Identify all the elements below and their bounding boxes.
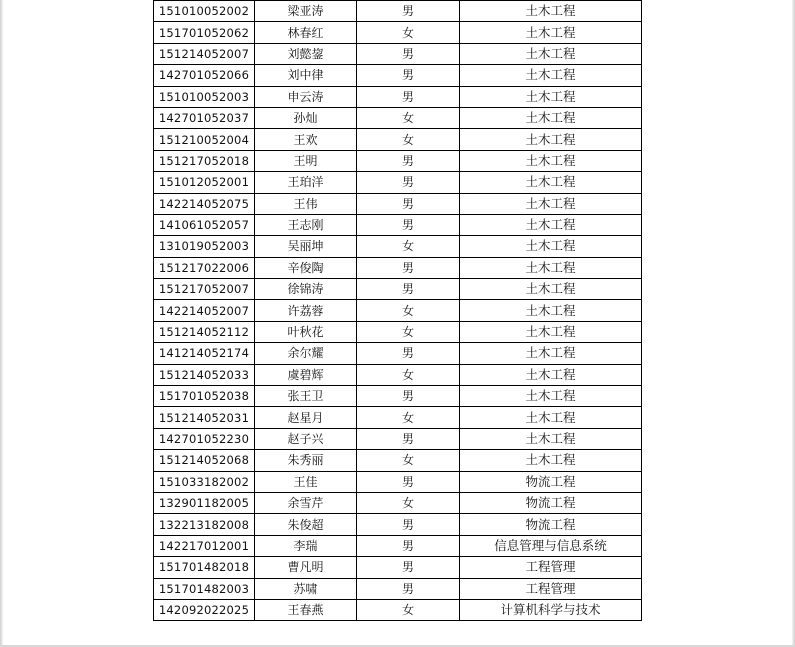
major-cell: 物流工程 [460, 514, 642, 535]
student-id-cell: 132213182008 [154, 514, 255, 535]
table-row [154, 279, 642, 300]
gender-cell: 女 [357, 450, 460, 471]
student-id-cell: 142214052007 [154, 300, 255, 321]
table-row [154, 450, 642, 471]
gender-cell: 男 [357, 214, 460, 235]
major-cell: 土木工程 [460, 407, 642, 428]
student-name-cell: 王春燕 [255, 599, 357, 620]
student-name-cell: 王明 [255, 150, 357, 171]
major-cell: 土木工程 [460, 300, 642, 321]
major-cell: 土木工程 [460, 65, 642, 86]
student-name-cell: 许荔蓉 [255, 300, 357, 321]
student-name-cell: 王欢 [255, 129, 357, 150]
student-name-cell: 苏啸 [255, 578, 357, 599]
student-name-cell: 朱秀丽 [255, 450, 357, 471]
table-row [154, 364, 642, 385]
table-row [154, 129, 642, 150]
table-row [154, 193, 642, 214]
student-id-cell: 142701052037 [154, 107, 255, 128]
student-id-cell: 132901182005 [154, 492, 255, 513]
student-name-cell: 吴丽坤 [255, 236, 357, 257]
student-id-cell: 131019052003 [154, 236, 255, 257]
table-row [154, 43, 642, 64]
table-row [154, 492, 642, 513]
gender-cell: 男 [357, 172, 460, 193]
student-id-cell: 151210052004 [154, 129, 255, 150]
major-cell: 土木工程 [460, 364, 642, 385]
student-id-cell: 151214052007 [154, 43, 255, 64]
student-id-cell: 141214052174 [154, 343, 255, 364]
gender-cell: 男 [357, 279, 460, 300]
gender-cell: 男 [357, 428, 460, 449]
major-cell: 土木工程 [460, 43, 642, 64]
table-row [154, 599, 642, 620]
gender-cell: 男 [357, 471, 460, 492]
major-cell: 土木工程 [460, 236, 642, 257]
major-cell: 土木工程 [460, 386, 642, 407]
gender-cell: 男 [357, 343, 460, 364]
table-row [154, 578, 642, 599]
table-row [154, 557, 642, 578]
student-id-cell: 151012052001 [154, 172, 255, 193]
student-id-cell: 151701482003 [154, 578, 255, 599]
student-name-cell: 叶秋花 [255, 321, 357, 342]
gender-cell: 女 [357, 129, 460, 150]
gender-cell: 女 [357, 236, 460, 257]
major-cell: 物流工程 [460, 492, 642, 513]
major-cell: 工程管理 [460, 557, 642, 578]
student-name-cell: 王伟 [255, 193, 357, 214]
student-id-cell: 142092022025 [154, 599, 255, 620]
table-row [154, 321, 642, 342]
major-cell: 土木工程 [460, 450, 642, 471]
student-id-cell: 142701052066 [154, 65, 255, 86]
major-cell: 物流工程 [460, 471, 642, 492]
major-cell: 土木工程 [460, 193, 642, 214]
gender-cell: 女 [357, 107, 460, 128]
student-roster-table [153, 0, 642, 621]
gender-cell: 女 [357, 407, 460, 428]
major-cell: 土木工程 [460, 150, 642, 171]
student-name-cell: 王珀洋 [255, 172, 357, 193]
gender-cell: 男 [357, 578, 460, 599]
table-row [154, 65, 642, 86]
student-id-cell: 151217052007 [154, 279, 255, 300]
table-row [154, 514, 642, 535]
student-id-cell: 142217012001 [154, 535, 255, 556]
gender-cell: 女 [357, 321, 460, 342]
major-cell: 土木工程 [460, 1, 642, 22]
student-name-cell: 虞碧辉 [255, 364, 357, 385]
major-cell: 土木工程 [460, 172, 642, 193]
gender-cell: 男 [357, 386, 460, 407]
gender-cell: 女 [357, 599, 460, 620]
table-row [154, 343, 642, 364]
major-cell: 土木工程 [460, 214, 642, 235]
student-name-cell: 徐锦涛 [255, 279, 357, 300]
major-cell: 工程管理 [460, 578, 642, 599]
gender-cell: 男 [357, 65, 460, 86]
student-id-cell: 151010052003 [154, 86, 255, 107]
major-cell: 土木工程 [460, 428, 642, 449]
table-row [154, 150, 642, 171]
major-cell: 土木工程 [460, 22, 642, 43]
student-id-cell: 151214052031 [154, 407, 255, 428]
student-id-cell: 141061052057 [154, 214, 255, 235]
table-row [154, 300, 642, 321]
student-id-cell: 151214052033 [154, 364, 255, 385]
student-name-cell: 梁亚涛 [255, 1, 357, 22]
student-name-cell: 王佳 [255, 471, 357, 492]
gender-cell: 女 [357, 492, 460, 513]
student-id-cell: 142701052230 [154, 428, 255, 449]
gender-cell: 女 [357, 300, 460, 321]
student-name-cell: 申云涛 [255, 86, 357, 107]
table-row [154, 407, 642, 428]
student-name-cell: 赵星月 [255, 407, 357, 428]
student-name-cell: 刘中律 [255, 65, 357, 86]
table-row [154, 257, 642, 278]
student-name-cell: 辛俊陶 [255, 257, 357, 278]
table-row [154, 22, 642, 43]
table-row [154, 214, 642, 235]
student-name-cell: 王志刚 [255, 214, 357, 235]
student-id-cell: 142214052075 [154, 193, 255, 214]
student-id-cell: 151214052112 [154, 321, 255, 342]
student-name-cell: 赵子兴 [255, 428, 357, 449]
table-row [154, 428, 642, 449]
major-cell: 土木工程 [460, 107, 642, 128]
student-name-cell: 朱俊超 [255, 514, 357, 535]
table-row [154, 386, 642, 407]
major-cell: 土木工程 [460, 257, 642, 278]
major-cell: 土木工程 [460, 279, 642, 300]
table-row [154, 172, 642, 193]
student-name-cell: 刘懿鋆 [255, 43, 357, 64]
table-row [154, 535, 642, 556]
page-edge-left [0, 0, 3, 647]
gender-cell: 男 [357, 86, 460, 107]
major-cell: 信息管理与信息系统 [460, 535, 642, 556]
student-id-cell: 151217052018 [154, 150, 255, 171]
student-id-cell: 151033182002 [154, 471, 255, 492]
gender-cell: 女 [357, 364, 460, 385]
gender-cell: 男 [357, 193, 460, 214]
gender-cell: 男 [357, 514, 460, 535]
gender-cell: 男 [357, 535, 460, 556]
major-cell: 土木工程 [460, 129, 642, 150]
student-id-cell: 151701052038 [154, 386, 255, 407]
gender-cell: 男 [357, 1, 460, 22]
student-id-cell: 151214052068 [154, 450, 255, 471]
table-row [154, 86, 642, 107]
student-id-cell: 151701052062 [154, 22, 255, 43]
student-name-cell: 林春红 [255, 22, 357, 43]
table-row [154, 471, 642, 492]
major-cell: 土木工程 [460, 86, 642, 107]
student-name-cell: 曹凡明 [255, 557, 357, 578]
gender-cell: 男 [357, 150, 460, 171]
student-name-cell: 余尔耀 [255, 343, 357, 364]
student-id-cell: 151701482018 [154, 557, 255, 578]
gender-cell: 男 [357, 257, 460, 278]
roster-body [154, 1, 642, 621]
table-row [154, 236, 642, 257]
student-name-cell: 孙灿 [255, 107, 357, 128]
major-cell: 土木工程 [460, 343, 642, 364]
student-id-cell: 151010052002 [154, 1, 255, 22]
student-id-cell: 151217022006 [154, 257, 255, 278]
table-row [154, 1, 642, 22]
major-cell: 计算机科学与技术 [460, 599, 642, 620]
gender-cell: 男 [357, 43, 460, 64]
major-cell: 土木工程 [460, 321, 642, 342]
table-row [154, 107, 642, 128]
student-name-cell: 余雪芹 [255, 492, 357, 513]
student-name-cell: 李瑞 [255, 535, 357, 556]
student-name-cell: 张王卫 [255, 386, 357, 407]
gender-cell: 女 [357, 22, 460, 43]
gender-cell: 男 [357, 557, 460, 578]
